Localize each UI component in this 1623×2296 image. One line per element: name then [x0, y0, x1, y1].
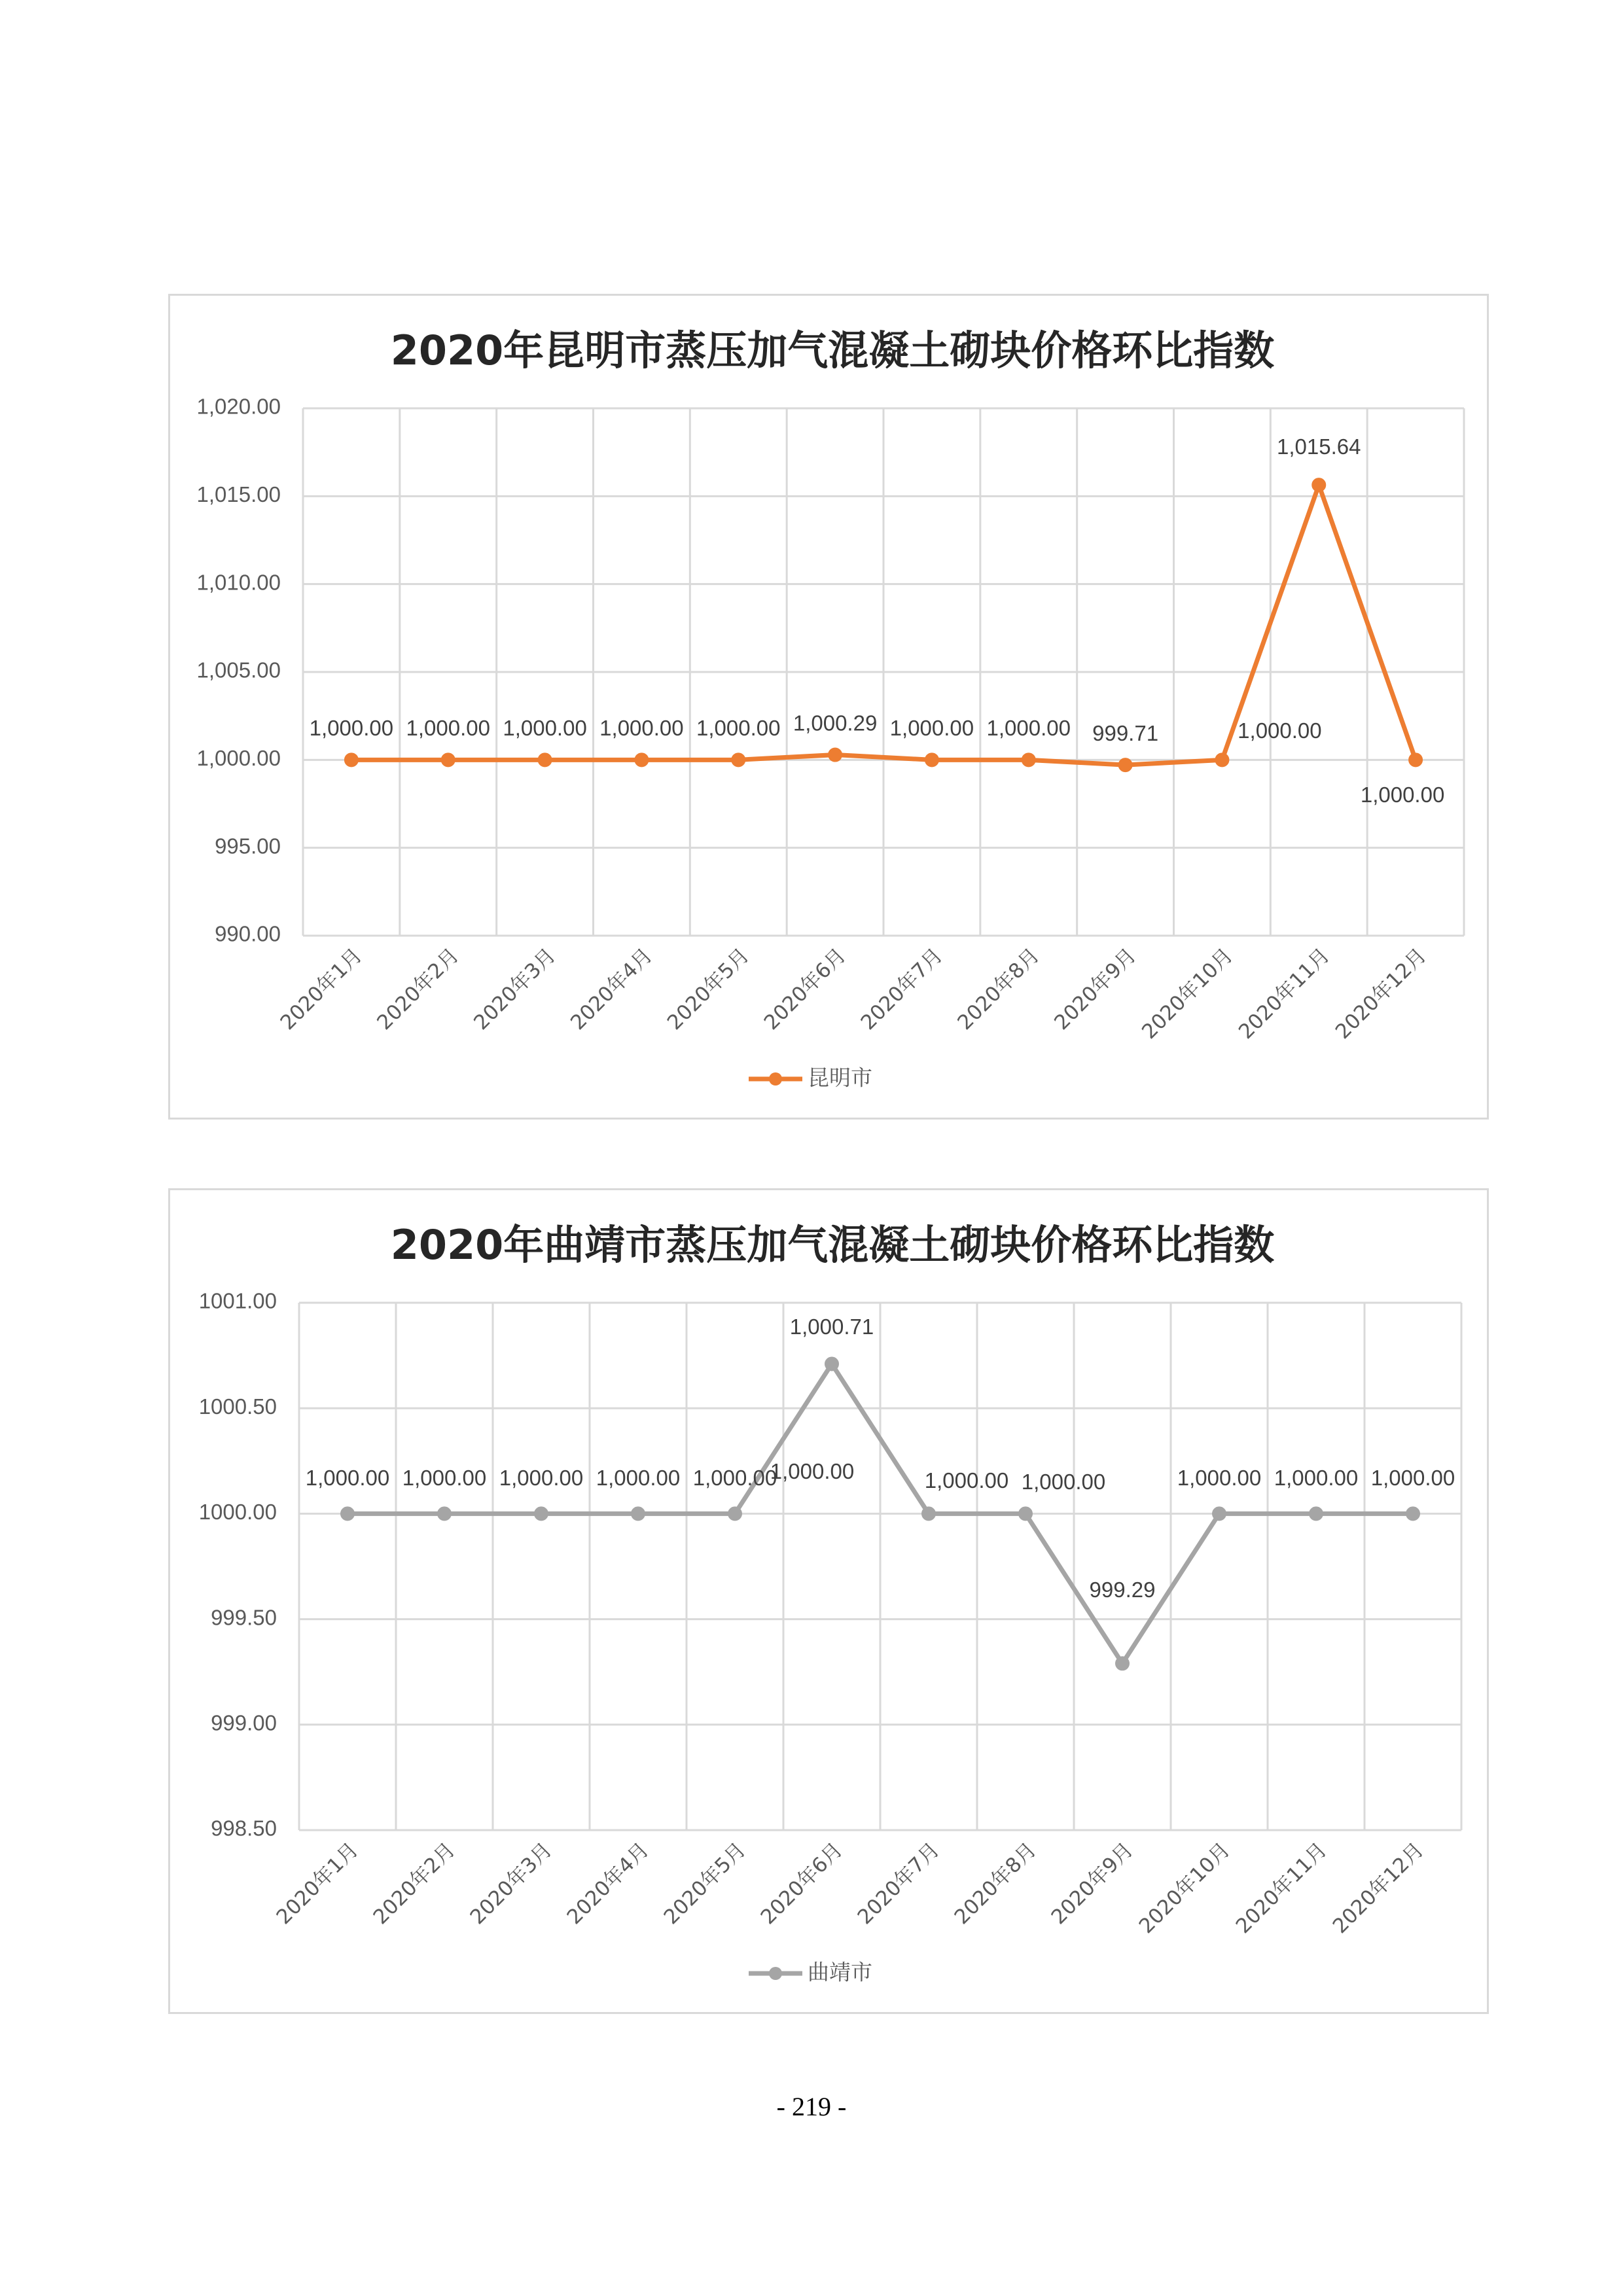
- data-label: 1,000.71: [789, 1315, 874, 1339]
- data-point: [1312, 478, 1325, 491]
- y-tick-label: 1000.50: [198, 1394, 277, 1419]
- data-point: [535, 1507, 548, 1520]
- data-label: 1,000.00: [599, 716, 684, 741]
- data-label: 1,000.00: [986, 716, 1071, 741]
- data-label: 1,000.00: [1177, 1466, 1262, 1491]
- data-label: 1,000.29: [793, 711, 878, 735]
- data-label-extra: 1,000.00: [770, 1459, 855, 1484]
- x-tick-label: 2020年1月: [272, 1838, 363, 1930]
- data-point: [635, 753, 648, 766]
- y-tick-label: 1,020.00: [196, 394, 281, 419]
- data-point: [922, 1507, 935, 1520]
- data-point: [1019, 1507, 1032, 1520]
- data-label: 1,000.00: [1021, 1470, 1106, 1494]
- x-tick-label: 2020年6月: [756, 1838, 847, 1930]
- data-label: 1,015.64: [1277, 434, 1361, 459]
- x-tick-label: 2020年12月: [1330, 944, 1431, 1044]
- x-tick-label: 2020年7月: [856, 944, 948, 1035]
- data-label: 999.29: [1089, 1578, 1156, 1602]
- data-point: [1406, 1507, 1419, 1520]
- x-tick-label: 2020年9月: [1046, 1838, 1138, 1930]
- x-tick-label: 2020年10月: [1137, 944, 1238, 1044]
- data-label: 1,000.00: [1360, 783, 1445, 807]
- data-label: 1,000.00: [1238, 718, 1322, 743]
- legend-label: 曲靖市: [808, 1959, 872, 1985]
- x-tick-label: 2020年4月: [566, 944, 658, 1035]
- x-tick-label: 2020年1月: [276, 944, 367, 1035]
- data-label: 1,000.00: [596, 1466, 681, 1491]
- data-point: [1215, 753, 1228, 766]
- data-label: 1,000.00: [889, 716, 974, 741]
- data-label: 999.71: [1092, 720, 1159, 745]
- y-tick-label: 990.00: [215, 921, 281, 946]
- legend-marker: [769, 1072, 782, 1086]
- y-tick-label: 1001.00: [198, 1288, 277, 1313]
- x-tick-label: 2020年3月: [465, 1838, 557, 1930]
- data-point: [345, 753, 358, 766]
- x-tick-label: 2020年8月: [953, 944, 1044, 1035]
- qujing-chart-svg: [170, 1190, 1487, 2012]
- x-tick-label: 2020年9月: [1050, 944, 1141, 1035]
- data-point: [341, 1507, 354, 1520]
- data-label: 1,000.00: [924, 1468, 1009, 1493]
- data-point: [1116, 1657, 1129, 1670]
- y-tick-label: 998.50: [211, 1816, 277, 1841]
- y-tick-label: 1,005.00: [196, 658, 281, 682]
- x-tick-label: 2020年8月: [950, 1838, 1041, 1930]
- x-tick-label: 2020年2月: [372, 944, 464, 1035]
- y-tick-label: 1,015.00: [196, 482, 281, 507]
- legend-label: 昆明市: [808, 1065, 872, 1091]
- x-tick-label: 2020年3月: [469, 944, 561, 1035]
- x-tick-label: 2020年4月: [562, 1838, 654, 1930]
- data-point: [1409, 753, 1422, 766]
- data-point: [438, 1507, 451, 1520]
- x-tick-label: 2020年6月: [759, 944, 851, 1035]
- kunming-chart: [168, 294, 1489, 1120]
- y-tick-label: 1,000.00: [196, 746, 281, 771]
- y-tick-label: 995.00: [215, 834, 281, 858]
- qujing-chart: [168, 1188, 1489, 2014]
- data-point: [728, 1507, 741, 1520]
- x-tick-label: 2020年12月: [1328, 1838, 1429, 1939]
- page-number: - 219 -: [776, 2092, 847, 2121]
- x-tick-label: 2020年5月: [659, 1838, 751, 1930]
- data-label: 1,000.00: [406, 716, 490, 741]
- x-tick-label: 2020年10月: [1134, 1838, 1235, 1939]
- y-tick-label: 999.50: [211, 1605, 277, 1630]
- x-tick-label: 2020年7月: [853, 1838, 944, 1930]
- data-label: 1,000.00: [305, 1466, 390, 1491]
- data-label: 1,000.00: [503, 716, 587, 741]
- y-tick-label: 1000.00: [198, 1500, 277, 1525]
- y-tick-label: 1,010.00: [196, 570, 281, 595]
- legend-marker: [769, 1967, 782, 1980]
- data-point: [539, 753, 552, 766]
- x-tick-label: 2020年11月: [1234, 944, 1334, 1044]
- data-point: [925, 753, 938, 766]
- data-point: [732, 753, 745, 766]
- x-tick-label: 2020年5月: [662, 944, 754, 1035]
- y-tick-label: 999.00: [211, 1710, 277, 1735]
- data-label: 1,000.00: [402, 1466, 487, 1491]
- x-tick-label: 2020年11月: [1231, 1838, 1332, 1939]
- data-label: 1,000.00: [1370, 1466, 1455, 1491]
- data-label: 1,000.00: [499, 1466, 584, 1491]
- data-point: [1310, 1507, 1323, 1520]
- data-point: [1022, 753, 1035, 766]
- x-tick-label: 2020年2月: [368, 1838, 460, 1930]
- data-point: [829, 749, 842, 762]
- data-point: [632, 1507, 645, 1520]
- data-label: 1,000.00: [696, 716, 781, 741]
- data-point: [1119, 758, 1132, 771]
- data-point: [1213, 1507, 1226, 1520]
- chart-title: 2020年昆明市蒸压加气混凝土砌块价格环比指数: [390, 327, 1275, 375]
- data-label: 1,000.00: [309, 716, 394, 741]
- data-label: 1,000.00: [692, 1466, 777, 1491]
- chart-title: 2020年曲靖市蒸压加气混凝土砌块价格环比指数: [390, 1221, 1275, 1269]
- data-point: [825, 1357, 838, 1370]
- kunming-chart-svg: [170, 296, 1487, 1118]
- data-point: [442, 753, 455, 766]
- data-label: 1,000.00: [1274, 1466, 1359, 1491]
